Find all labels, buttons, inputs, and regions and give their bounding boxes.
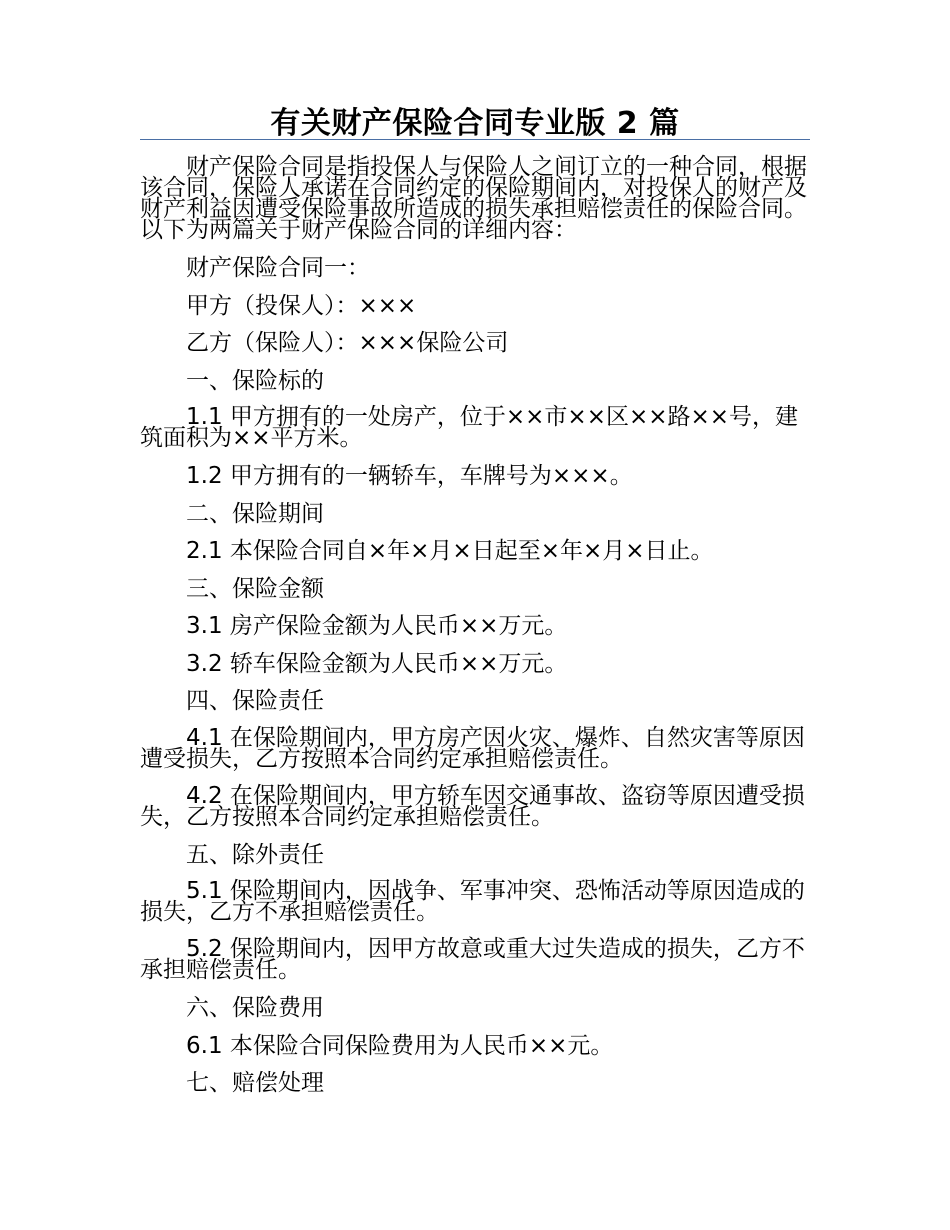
clause-paragraph: 2.1 本保险合同自×年×月×日起至×年×月×日止。 [186,538,714,564]
section-heading: 五、除外责任 [186,841,324,868]
document-body [140,154,810,1105]
clause-paragraph: 1.2 甲方拥有的一辆轿车，车牌号为×××。 [186,463,633,489]
clause-paragraph: 3.1 房产保险金额为人民币××万元。 [186,613,568,639]
section-heading: 六、保险费用 [186,995,324,1021]
clause-paragraph: 4.2 在保险期间内，甲方轿车因交通事故、盗窃等原因遭受损失，乙方按照本合同约定承担赔偿责任。 [140,782,805,830]
clause-paragraph: 5.1 保险期间内，因战争、军事冲突、恐怖活动等原因造成的损失，乙方不承担赔偿责任。 [140,878,805,925]
section-heading: 一、保险标的 [186,367,324,394]
clause-paragraph: 1.1 甲方拥有的一处房产，位于××市××区××路××号，建筑面积为××平方米。 [140,404,799,451]
clause-paragraph: 3.2 轿车保险金额为人民币××万元。 [186,650,568,677]
intro-paragraph: 财产保险合同是指投保人与保险人之间订立的一种合同，根据该合同，保险人承诺在合同约定的保险期间内，对投保人的财产及财产利益因遭受保险事故所造成的损失承担赔偿责任的保险合同。以下为两篇关于财产保险合同的详细内容： [140,154,807,243]
document-title: 有关财产保险合同专业版 2 篇 [270,106,680,141]
title-underline [140,139,810,140]
clause-paragraph: 4.1 在保险期间内，甲方房产因火灾、爆炸、自然灾害等原因遭受损失，乙方按照本合同约定承担赔偿责任。 [140,724,805,772]
section-heading: 二、保险期间 [186,500,324,527]
section-heading: 七、赔偿处理 [186,1070,324,1096]
section-heading: 四、保险责任 [186,688,324,714]
party-a: 甲方（投保人）：××× [186,292,417,319]
clause-paragraph: 5.2 保险期间内，因甲方故意或重大过失造成的损失，乙方不承担赔偿责任。 [140,936,805,983]
party-b: 乙方（保险人）：×××保险公司 [186,330,509,356]
clause-paragraph: 6.1 本保险合同保险费用为人民币××元。 [186,1032,614,1059]
contract-heading: 财产保险合同一： [186,255,370,281]
section-heading: 三、保险金额 [186,575,324,602]
